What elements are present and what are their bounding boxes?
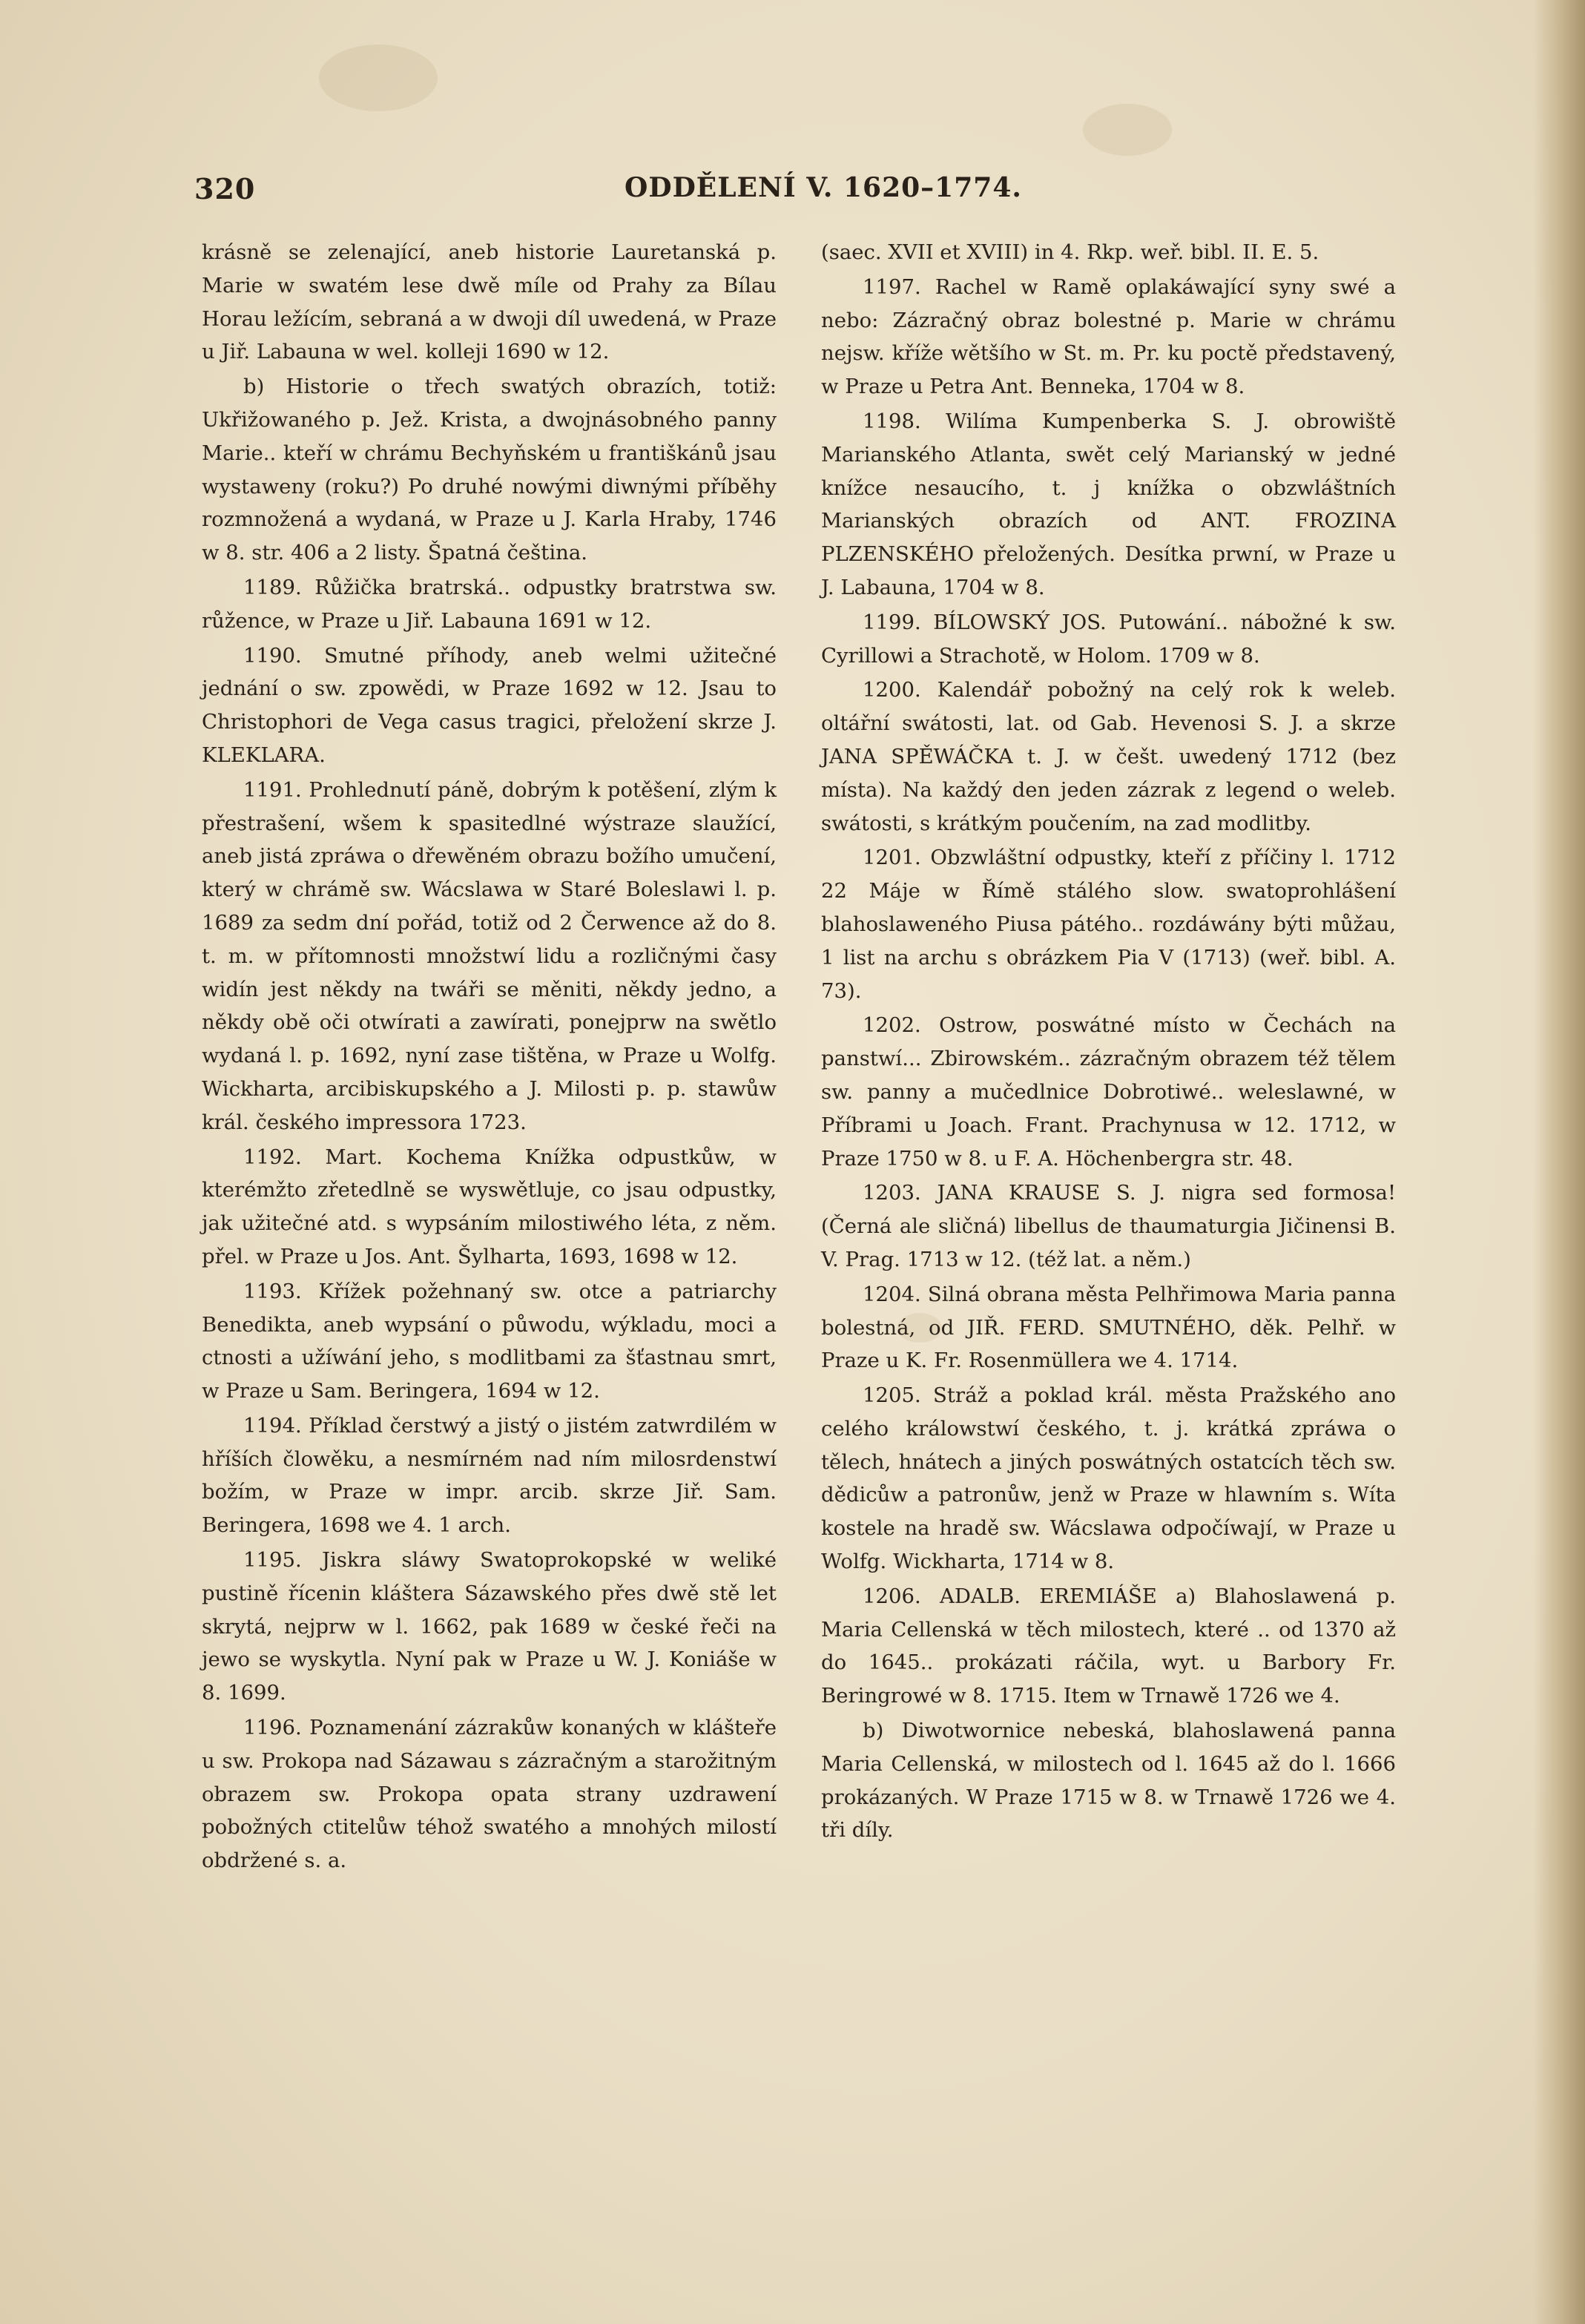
paper-stain [1083, 104, 1172, 156]
running-head: ODDĚLENÍ V. 1620–1774. [625, 172, 1022, 203]
entry-paragraph: (saec. XVII et XVIII) in 4. Rkp. weř. bibl. II. E. 5. [821, 240, 1319, 264]
entry-paragraph: 1195. Jiskra sláwy Swatoprokopské w weliké pustině řícenin kláštera Sázawského přes dwě stě let skrytá, nejprw w l. 1662, pak 1689 w české řeči na jewo se wyskytla. Nyní pak w Praze u W. J. Koniáše w 8. 1699. [202, 1548, 777, 1705]
entry-paragraph: 1205. Stráž a poklad král. města Pražského ano celého králowstwí českého, t. j. krátká zpráwa o tělech, hnátech a jiných poswátných ostatcích těch sw. dědicůw a patronůw, jenž w Praze w hlawním s. Wíta kostele na hradě sw. Wácslawa odpočíwají, w Praze u Wolfg. Wickharta, 1714 w 8. [821, 1383, 1396, 1574]
entry-paragraph: 1198. Wilíma Kumpenberka S. J. obrowiště Marianského Atlanta, swět celý Marianský w jedné knížce nesaucího, t. j knížka o obzwláštních Marianských obrazích od ANT. FROZINA PLZENSKÉHO přeložených. Desítka prwní, w Praze u J. Labauna, 1704 w 8. [821, 409, 1396, 599]
right-column [821, 236, 1396, 1849]
entry-paragraph: 1204. Silná obrana města Pelhřimowa Maria panna bolestná, od JIŘ. FERD. SMUTNÉHO, děk. Pelhř. w Praze u K. Fr. Rosenmüllera we 4. 1714. [821, 1282, 1396, 1373]
entry-paragraph: 1192. Mart. Kochema Knížka odpustkůw, w kterémžto zřetedlně se wyswětluje, co jsau odpustky, jak užitečné atd. s wypsáním milostiwého léta, z něm. přel. w Praze u Jos. Ant. Šylharta, 1693, 1698 w 12. [202, 1145, 777, 1268]
entry-paragraph: b) Diwotwornice nebeská, blahoslawená panna Maria Cellenská, w milostech od l. 1645 až do l. 1666 prokázaných. W Praze 1715 w 8. w Trnawě 1726 we 4. tři díly. [821, 1719, 1396, 1843]
page-number: 320 [194, 172, 256, 205]
entry-paragraph: 1201. Obzwláštní odpustky, kteří z příčiny l. 1712 22 Máje w Římě stálého slow. swatoprohlášení blahoslaweného Piusa pátého.. rozdáwány býti můžau, 1 list na archu s obrázkem Pia V (1713) (weř. bibl. A. 73). [821, 846, 1396, 1003]
paper-stain [319, 45, 438, 111]
entry-paragraph: b) Historie o třech swatých obrazích, totiž: Ukřižowaného p. Jež. Krista, a dwojnásobného panny Marie.. kteří w chrámu Bechyňském u františkánů jsau wystaweny (roku?) Po druhé nowými diwnými příběhy rozmnožená a wydaná, w Praze u J. Karla Hraby, 1746 w 8. str. 406 a 2 listy. Špatná čeština. [202, 375, 777, 565]
entry-paragraph: 1190. Smutné příhody, aneb welmi užitečné jednání o sw. zpowědi, w Praze 1692 w 12. Jsau to Christophori de Vega casus tragici, přeložení skrze J. KLEKLARA. [202, 643, 777, 767]
book-spine-shadow [1533, 0, 1585, 2324]
entry-paragraph: 1197. Rachel w Ramě oplakáwající syny swé a nebo: Zázračný obraz bolestné p. Marie w chrámu nejsw. kříže wětšího w St. m. Pr. ku poctě představený, w Praze u Petra Ant. Benneka, 1704 w 8. [821, 274, 1396, 399]
entry-paragraph: krásně se zelenající, aneb historie Lauretanská p. Marie w swatém lese dwě míle od Prahy za Bílau Horau ležícím, sebraná a w dwoji díl uwedená, w Praze u Jiř. Labauna w wel. kolleji 1690 w 12. [202, 240, 777, 364]
entry-paragraph: 1193. Křížek požehnaný sw. otce a patriarchy Benedikta, aneb wypsání o půwodu, wýkladu, moci a ctnosti a užíwání jeho, s modlitbami za šťastnau smrt, w Praze u Sam. Beringera, 1694 w 12. [202, 1279, 777, 1403]
page-header [194, 172, 1022, 217]
entry-paragraph: 1199. BÍLOWSKÝ JOS. Putowání.. nábožné k sw. Cyrillowi a Strachotě, w Holom. 1709 w 8. [821, 610, 1396, 668]
entry-paragraph: 1202. Ostrow, poswátné místo w Čechách na panstwí... Zbirowském.. zázračným obrazem též tělem sw. panny a mučedlnice Dobrotiwé.. weleslawné, w Příbrami u Joach. Frant. Prachynusa w 12. 1712, w Praze 1750 w 8. u F. A. Höchenbergra str. 48. [821, 1013, 1396, 1171]
entry-paragraph: 1189. Růžička bratrská.. odpustky bratrstwa sw. růžence, w Praze u Jiř. Labauna 1691 w 12. [202, 575, 777, 633]
entry-paragraph: 1196. Poznamenání zázrakůw konaných w klášteře u sw. Prokopa nad Sázawau s zázračným a starožitným obrazem sw. Prokopa opata strany uzdrawení pobožných ctitelůw téhož swatého a mnohých milostí obdržené s. a. [202, 1716, 777, 1873]
entry-paragraph: 1194. Příklad čerstwý a jistý o jistém zatwrdilém w hříších člowěku, a nesmírném nad ním milosrdenstwí božím, w Praze w impr. arcib. skrze Jiř. Sam. Beringera, 1698 we 4. 1 arch. [202, 1413, 777, 1538]
entry-paragraph: 1206. ADALB. EREMIÁŠE a) Blahoslawená p. Maria Cellenská w těch milostech, které .. od 1370 až do 1645.. prokázati ráčila, wyt. u Barbory Fr. Beringrowé w 8. 1715. Item w Trnawě 1726 we 4. [821, 1584, 1396, 1708]
entry-paragraph: 1200. Kalendář pobožný na celý rok k weleb. oltářní swátosti, lat. od Gab. Hevenosi S. J. a skrze JANA SPĚWÁČKA t. J. w češt. uwedený 1712 (bez místa). Na každý den jeden zázrak z legend o weleb. swátosti, s krátkým poučením, na zad modlitby. [821, 678, 1396, 835]
left-column [202, 236, 777, 1879]
entry-paragraph: 1191. Prohlednutí páně, dobrým k potěšení, zlým k přestrašení, wšem k spasitedlné wýstraze slaužící, aneb jistá zpráwa o dřewěném obrazu božího umučení, který w chrámě sw. Wácslawa w Staré Boleslawi l. p. 1689 za sedm dní pořád, totiž od 2 Čerwence až do 8. t. m. w přítomnosti množstwí lidu a rozličnými časy widín jest někdy na twáři se měniti, někdy jedno, a někdy obě oči otwírati a zawírati, ponejprw na swětlo wydaná l. p. 1692, nyní zase tištěna, w Praze u Wolfg. Wickharta, arcibiskupského a J. Milosti p. p. stawůw král. českého impressora 1723. [202, 777, 777, 1134]
entry-paragraph: 1203. JANA KRAUSE S. J. nigra sed formosa! (Černá ale sličná) libellus de thaumaturgia Jičinensi B. V. Prag. 1713 w 12. (též lat. a něm.) [821, 1181, 1396, 1271]
